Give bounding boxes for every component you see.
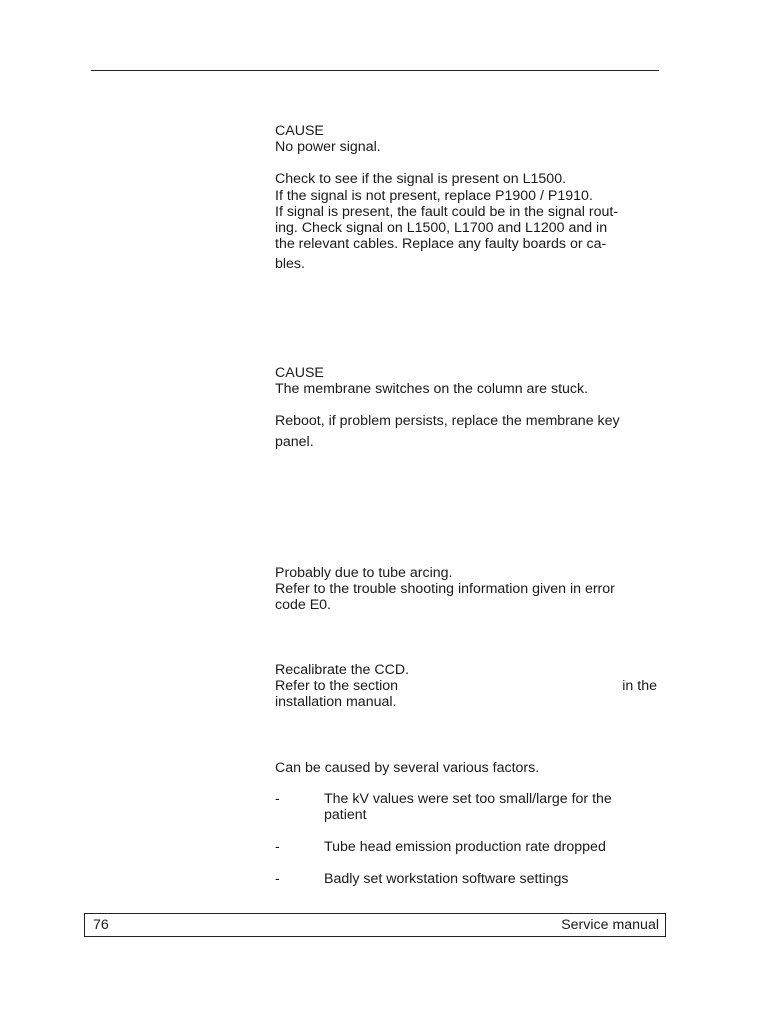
document-title: Service manual xyxy=(561,917,659,933)
error-block-3 xyxy=(275,565,665,614)
header-rule xyxy=(91,70,659,71)
bullet-dash: - xyxy=(275,870,280,887)
remedy-line: ing. Check signal on L1500, L1700 and L1200 and in xyxy=(275,220,608,237)
remedy-line: Recalibrate the CCD. xyxy=(275,662,410,678)
cause-text: The membrane switches on the column are stuck. xyxy=(275,381,589,398)
remedy-line: Check to see if the signal is present on L1500. xyxy=(275,171,567,188)
page-number: 76 xyxy=(93,917,109,933)
remedy-line: Reboot, if problem persists, replace the membrane key xyxy=(275,413,620,430)
reference-left: Refer to the section xyxy=(275,678,399,695)
bullet-item xyxy=(275,791,657,823)
page-footer xyxy=(84,913,666,937)
error-block-5 xyxy=(275,760,665,887)
intro-text: Can be caused by several various factors. xyxy=(275,760,540,776)
bullet-line: patient xyxy=(324,807,367,824)
cause-text: No power signal. xyxy=(275,139,381,156)
bullet-item xyxy=(275,839,657,855)
bullet-dash: - xyxy=(275,791,280,808)
remedy-line: the relevant cables. Replace any faulty boards or ca- xyxy=(275,236,607,253)
reference-line xyxy=(275,678,657,694)
bullet-dash: - xyxy=(275,838,280,855)
cause-heading: CAUSE xyxy=(275,365,324,381)
bullet-item xyxy=(275,871,657,887)
bullet-line: Badly set workstation software settings xyxy=(324,870,569,887)
remedy-line: panel. xyxy=(275,433,314,450)
reference-right: in the xyxy=(622,678,657,695)
remedy-line: If the signal is not present, replace P1900 / P1910. xyxy=(275,187,593,204)
bullet-line: Tube head emission production rate dropped xyxy=(324,838,606,855)
remedy-line: installation manual. xyxy=(275,694,397,711)
remedy-line: Refer to the trouble shooting information given in error xyxy=(275,581,615,598)
remedy-line: bles. xyxy=(275,256,305,273)
remedy-line: Probably due to tube arcing. xyxy=(275,565,453,581)
bullet-line: The kV values were set too small/large for the xyxy=(324,791,612,808)
cause-heading: CAUSE xyxy=(275,123,324,139)
error-block-4 xyxy=(275,662,665,710)
remedy-line: code E0. xyxy=(275,597,332,614)
remedy-line: If signal is present, the fault could be in the signal rout- xyxy=(275,203,619,220)
error-block-1 xyxy=(275,123,665,273)
error-block-2 xyxy=(275,365,665,450)
